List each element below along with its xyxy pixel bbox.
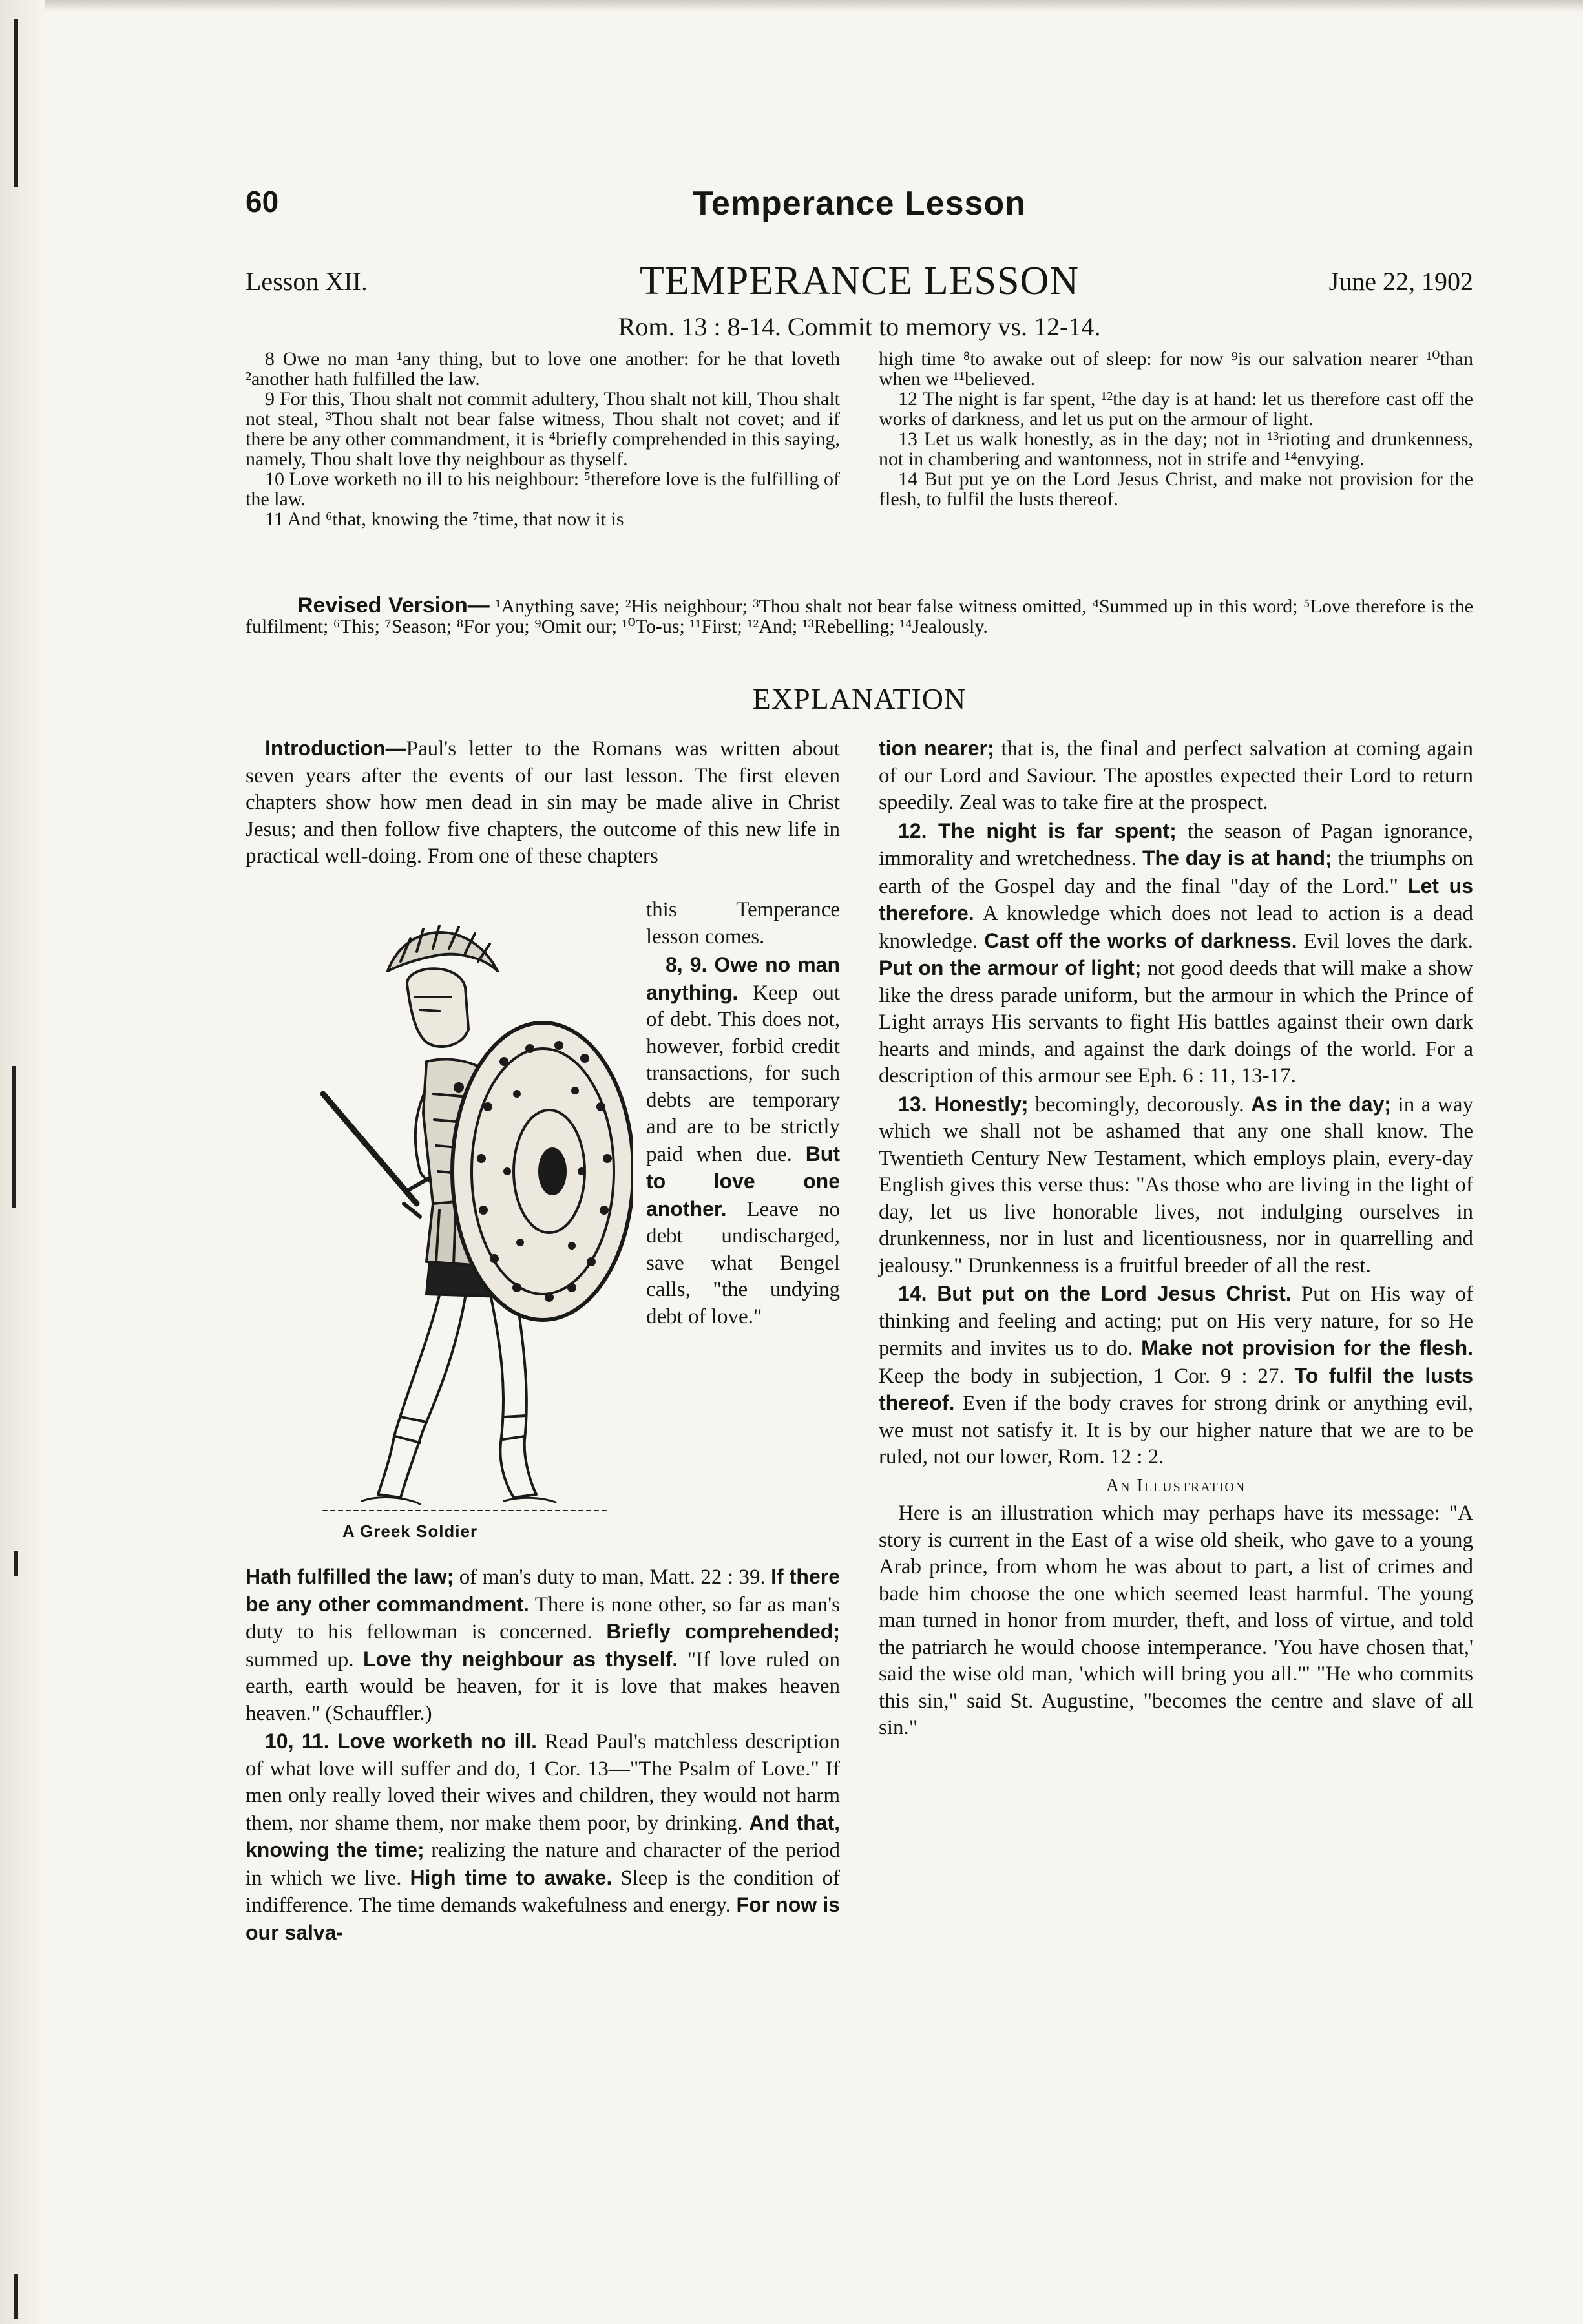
keyword: 14. But put on the Lord Jesus Christ. bbox=[898, 1282, 1292, 1305]
explanation-beside-figure bbox=[646, 897, 840, 1332]
running-title: Temperance Lesson bbox=[692, 185, 1026, 222]
lead-text: this Temperance lesson comes. bbox=[646, 898, 840, 948]
keyword: 10, 11. Love worketh no ill. bbox=[265, 1730, 538, 1753]
body-text: not good deeds that will make a show like the dress parade uniform, but the armour in which the Prince of Light arrays His servants to fight His battles against their own dark hearts and minds, and against the dark doings of the world. For a description of this armour see Eph. 6 : 11, 13-17. bbox=[879, 957, 1473, 1087]
paragraph bbox=[879, 1281, 1473, 1471]
keyword: 8, 9. Owe no man anything. bbox=[646, 953, 840, 1004]
intro-label: Introduction— bbox=[265, 737, 406, 760]
keyword: The day is at hand; bbox=[1142, 846, 1332, 870]
illustration-heading: An Illustration bbox=[1106, 1475, 1246, 1496]
paragraph bbox=[246, 1564, 840, 1727]
scripture-reference: Rom. 13 : 8-14. Commit to memory vs. 12-14. bbox=[618, 312, 1101, 341]
keyword: Cast off the works of darkness. bbox=[984, 928, 1297, 952]
explanation-heading: EXPLANATION bbox=[752, 682, 967, 715]
keyword: Make not provision for the flesh. bbox=[1141, 1336, 1474, 1359]
explanation-right-column bbox=[879, 735, 1473, 1743]
revised-version-label: Revised Version— bbox=[297, 593, 490, 618]
scripture-right-column bbox=[879, 349, 1473, 509]
body-text: becomingly, decorously. bbox=[1035, 1093, 1244, 1116]
scripture-passage bbox=[246, 349, 1473, 633]
binding-mark bbox=[14, 1551, 18, 1576]
explanation-left-lower bbox=[246, 1564, 840, 1948]
lesson-title: TEMPERANCE LESSON bbox=[639, 259, 1080, 303]
verse: 11 And ⁶that, knowing the ⁷time, that now it is bbox=[265, 508, 624, 530]
body-text: Keep the body in subjection, 1 Cor. 9 : 27. bbox=[879, 1364, 1284, 1388]
body-text: Even if the body craves for strong drink or anything evil, we must not satisfy it. It is by our higher nature that we are to be ruled, not our lower, Rom. 12 : 2. bbox=[879, 1392, 1473, 1469]
figure-caption: A Greek Soldier bbox=[342, 1522, 478, 1541]
running-head bbox=[246, 184, 1473, 229]
keyword: Love thy neighbour as thyself. bbox=[363, 1647, 678, 1671]
verse: high time ⁸to awake out of sleep: for now ⁹is our salvation nearer ¹⁰than when we ¹¹believed. bbox=[879, 348, 1473, 390]
revised-version-notes bbox=[246, 593, 1474, 637]
scripture-left-column bbox=[246, 349, 840, 529]
verse: 13 Let us walk honestly, as in the day; not in ¹³rioting and drunkenness, not in chambering and wantonness, not in strife and ¹⁴envying. bbox=[879, 428, 1473, 470]
paragraph bbox=[646, 897, 840, 950]
keyword: If there be any other commandment. bbox=[246, 1565, 841, 1616]
lesson-number: Lesson XII. bbox=[246, 267, 368, 296]
binding-mark bbox=[14, 2274, 18, 2319]
verse: 14 But put ye on the Lord Jesus Christ, and make not provision for the flesh, to fulfil the lusts thereof. bbox=[879, 468, 1473, 510]
lesson-date: June 22, 1902 bbox=[1328, 267, 1473, 296]
paragraph bbox=[879, 818, 1473, 1090]
body-text: of man's duty to man, Matt. 22 : 39. bbox=[459, 1565, 766, 1589]
verse: 10 Love worketh no ill to his neighbour: ⁵therefore love is the fulfilling of the law. bbox=[246, 468, 840, 510]
keyword: As in the day; bbox=[1251, 1092, 1391, 1116]
revised-version-text: ¹Anything save; ²His neighbour; ³Thou shalt not bear false witness omitted, ⁴Summed up in this word; ⁵Love therefore is the fulfilment; ⁶This; ⁷Season; ⁸For you; ⁹Omit our; ¹⁰To-us; ¹¹First; ¹²And; ¹³Rebelling; ¹⁴Jealously. bbox=[246, 596, 1474, 637]
keyword: Put on the armour of light; bbox=[879, 956, 1142, 979]
body-text: Evil loves the dark. bbox=[1303, 929, 1473, 953]
keyword: But to love one another. bbox=[646, 1142, 840, 1220]
scan-left-edge bbox=[0, 0, 45, 2324]
body-text: Keep out of debt. This does not, however, forbid credit transactions, for such debts are temporary and are to be strictly paid when due. bbox=[646, 981, 841, 1166]
keyword: tion nearer; bbox=[879, 737, 994, 760]
body-text: Put on His way of thinking and feeling and acting; put on His very nature, for so He permits and invites us to do. bbox=[879, 1282, 1474, 1360]
body-text: in a way which we shall not be ashamed that any one shall know. The Twentieth Century New Testament, which employs plain, every-day English gives this verse thus: "As those who are living in the light of day, let us live honorable lives, not indulging ourselves in drunkenness, nor in lust and licentiousness, nor in quarrelling and jealousy." Drunkenness is a fruitful breeder of all the rest. bbox=[879, 1093, 1474, 1277]
illustration-text: Here is an illustration which may perhaps have its message: "A story is current in the East of a wise old sheik, who gave to a young Arab prince, from whom he was about to part, a list of crimes and bade him choose the one which seemed least harmful. The young man turned in honor from murder, theft, and loss of virtue, and told the patriarch he would choose intemperance. 'You have chosen that,' said the wise old man, 'which will bring you all.'" "He who commits this sin," said St. Augustine, "becomes the centre and slave of all sin." bbox=[879, 1502, 1473, 1739]
paragraph bbox=[879, 1091, 1473, 1280]
body-text: summed up. bbox=[246, 1648, 354, 1671]
keyword: 12. The night is far spent; bbox=[898, 819, 1177, 843]
greek-soldier-figure bbox=[246, 900, 633, 1553]
body-text: Read Paul's matchless description of what love will suffer and do, 1 Cor. 13—"The Psalm of Love." If men only really loved their wives and children, they would not harm them, nor shame them, nor make them poor, by drinking. bbox=[246, 1730, 841, 1835]
binding-mark bbox=[14, 19, 18, 187]
body-text: Leave no debt undischarged, save what Bengel calls, "the undying debt of love." bbox=[646, 1197, 840, 1328]
explanation-intro bbox=[246, 735, 840, 872]
body-text: that is, the final and perfect salvation at coming again of our Lord and Saviour. The apostles expected their Lord to return speedily. Zeal was to take fire at the prospect. bbox=[879, 737, 1474, 814]
greek-soldier-illustration bbox=[246, 900, 633, 1520]
keyword: For now is our salva- bbox=[246, 1893, 841, 1944]
keyword: 13. Honestly; bbox=[898, 1092, 1029, 1116]
paragraph bbox=[246, 735, 840, 870]
page-number: 60 bbox=[246, 185, 279, 218]
keyword: To fulfil the lusts thereof. bbox=[879, 1363, 1474, 1414]
body-text: the triumphs on earth of the Gospel day and the final "day of the Lord." bbox=[879, 847, 1474, 898]
body-text: Sleep is the condition of indifference. The time demands wakefulness and energy. bbox=[246, 1866, 841, 1917]
paragraph bbox=[879, 735, 1473, 817]
lesson-header bbox=[246, 258, 1473, 310]
keyword: High time to awake. bbox=[410, 1865, 613, 1889]
verse: 12 The night is far spent, ¹²the day is at hand: let us therefore cast off the works of darkness, and let us put on the armour of light. bbox=[879, 388, 1473, 430]
body-text: A knowledge which does not lead to action is a dead knowledge. bbox=[879, 902, 1474, 953]
paragraph bbox=[246, 1728, 840, 1947]
verse: 8 Owe no man ¹any thing, but to love one another: for he that loveth ²another hath fulfilled the law. bbox=[246, 348, 840, 390]
body-text: "If love ruled on earth, earth would be heaven, for it is love that makes heaven heaven." (Schauffler.) bbox=[246, 1648, 841, 1725]
verse: 9 For this, Thou shalt not commit adultery, Thou shalt not kill, Thou shalt not steal, ³Thou shalt not bear false witness, Thou shalt not covet; and if there be any other commandment, it is ⁴briefly comprehended in this saying, namely, Thou shalt love thy neighbour as thyself. bbox=[246, 388, 840, 470]
body-text: the season of Pagan ignorance, immorality and wretchedness. bbox=[879, 819, 1474, 870]
scan-top-edge bbox=[0, 0, 1583, 12]
body-text: realizing the nature and character of the period in which we live. bbox=[246, 1839, 841, 1890]
paragraph bbox=[646, 952, 840, 1330]
body-text: There is none other, so far as man's duty to his fellowman is concerned. bbox=[246, 1593, 840, 1644]
keyword: Hath fulfilled the law; bbox=[246, 1565, 454, 1588]
keyword: Briefly comprehended; bbox=[606, 1620, 841, 1643]
keyword: Let us therefore. bbox=[879, 874, 1474, 925]
binding-mark bbox=[12, 1066, 16, 1208]
intro-text: Paul's letter to the Romans was written about seven years after the events of our last lesson. The first eleven chapters show how men dead in sin may be made alive in Christ Jesus; and then follow five chapters, the outcome of this new life in practical well-doing. From one of these chapters bbox=[246, 737, 840, 868]
keyword: And that, knowing the time; bbox=[246, 1810, 841, 1861]
